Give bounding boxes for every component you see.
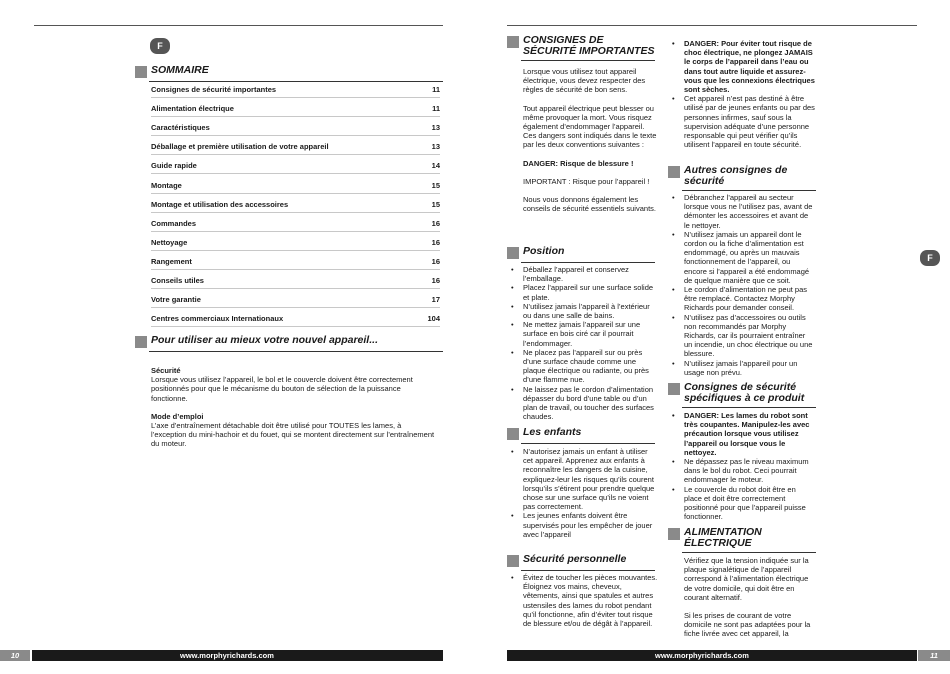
- danger-label: DANGER: Risque de blessure !: [523, 158, 634, 168]
- footer-url: www.morphyrichards.com: [180, 651, 274, 660]
- toc-page-number: 14: [431, 161, 440, 171]
- header-square-icon: [507, 247, 519, 259]
- header-square-icon: [668, 528, 680, 540]
- header-square-icon: [507, 555, 519, 567]
- enfants-list: [509, 447, 658, 539]
- right-footer: [507, 650, 917, 661]
- left-page-number: 10: [0, 650, 30, 661]
- alim-paragraph-1: Vérifiez que la tension indiquée sur la plaque signalétique de l’appareil correspond à l’alimentation électrique de votre domicile, qui doit être en courant alternatif.: [684, 556, 809, 602]
- toc-row: [151, 155, 440, 174]
- position-list: [509, 265, 658, 421]
- header-square-icon: [668, 383, 680, 395]
- toc-row: [151, 136, 440, 155]
- header-underline: [682, 407, 816, 408]
- usage-title: Pour utiliser au mieux votre nouvel appareil...: [151, 334, 378, 346]
- list-item: • Le couvercle du robot doit être en place et doit être correctement positionné pour que l’appareil puisse fonctionner.: [670, 485, 815, 522]
- toc-title: Commandes: [151, 218, 197, 228]
- toc-title: Caractéristiques: [151, 123, 210, 133]
- left-footer: [32, 650, 443, 661]
- toc-row: [151, 79, 440, 98]
- alim-title: ALIMENTATION ÉLECTRIQUE: [684, 526, 762, 549]
- intro-paragraph-1: Lorsque vous utilisez tout appareil électrique, vous devez respecter des règles de sécurité de bon sens.: [523, 67, 646, 95]
- left-top-rule: [34, 25, 443, 26]
- header-underline: [521, 443, 655, 444]
- header-square-icon: [135, 336, 147, 348]
- list-item: • N’utilisez jamais l’appareil à l’extérieur ou dans une salle de bains.: [509, 302, 658, 320]
- toc-row: [151, 270, 440, 289]
- danger-list: [670, 39, 815, 149]
- toc-title: Montage: [151, 180, 182, 190]
- language-badge: F: [150, 38, 170, 54]
- position-header: [507, 246, 655, 261]
- mode-text: L’axe d’entraînement détachable doit être utilisé pour TOUTES les lames, à l’exception du mini-hachoir et du fouet, qui se montent directement sur l’entraînement du moteur.: [151, 421, 435, 449]
- sommaire-title: SOMMAIRE: [151, 64, 209, 76]
- header-underline: [521, 262, 655, 263]
- list-item: • Ne placez pas l’appareil sur ou près d’une surface chaude comme une plaque électrique ou radiante, ou près d’une flamme nue.: [509, 348, 658, 385]
- list-item: • N’utilisez pas d’accessoires ou outils non recommandés par Morphy Richards, car ils pourraient entraîner un incendie, un choc électrique ou une blessure.: [670, 313, 815, 359]
- right-top-rule: [507, 25, 917, 26]
- header-square-icon: [507, 36, 519, 48]
- list-item: • Débranchez l’appareil au secteur lorsque vous ne l’utilisez pas, avant de démonter les accessoires et avant de le nettoyer.: [670, 193, 815, 230]
- header-square-icon: [668, 166, 680, 178]
- toc-row: [151, 194, 440, 213]
- position-title: Position: [523, 245, 565, 257]
- footer-url: www.morphyrichards.com: [655, 651, 749, 660]
- consignes-header: [507, 35, 655, 59]
- specifiques-list: [670, 411, 815, 521]
- table-of-contents: [151, 79, 440, 327]
- toc-title: Rangement: [151, 256, 192, 266]
- list-item: • Déballez l’appareil et conservez l’emballage.: [509, 265, 658, 283]
- perso-header: [507, 554, 655, 569]
- header-underline: [149, 351, 443, 352]
- header-underline: [682, 552, 816, 553]
- specifiques-title: Consignes de sécurité spécifiques à ce produit: [684, 381, 805, 404]
- securite-heading: Sécurité: [151, 366, 181, 375]
- alim-paragraph-2: Si les prises de courant de votre domicile ne sont pas adaptées pour la fiche livrée avec cet appareil, la: [684, 611, 811, 639]
- toc-title: Centres commerciaux Internationaux: [151, 314, 284, 324]
- autres-title: Autres consignes de sécurité: [684, 164, 788, 187]
- autres-list: [670, 193, 815, 377]
- header-square-icon: [135, 66, 147, 78]
- list-item: • Placez l’appareil sur une surface solide et plate.: [509, 283, 658, 301]
- toc-row: [151, 232, 440, 251]
- toc-page-number: 16: [431, 218, 440, 228]
- toc-page-number: 13: [431, 123, 440, 133]
- header-underline: [682, 190, 816, 191]
- toc-page-number: 15: [431, 180, 440, 190]
- list-item: • DANGER: Pour éviter tout risque de choc électrique, ne plongez JAMAIS le corps de l’appareil dans l’eau ou dans tout autre liquide et assurez-vous que les connexions électriques sont sèches.: [670, 39, 815, 94]
- consignes-title: CONSIGNES DE SÉCURITÉ IMPORTANTES: [523, 34, 655, 57]
- enfants-title: Les enfants: [523, 426, 582, 438]
- toc-title: Consignes de sécurité importantes: [151, 85, 277, 95]
- toc-title: Votre garantie: [151, 295, 201, 305]
- toc-page-number: 17: [431, 295, 440, 305]
- toc-page-number: 16: [431, 276, 440, 286]
- side-language-badge: F: [920, 250, 940, 266]
- toc-title: Montage et utilisation des accessoires: [151, 199, 289, 209]
- usage-header: [135, 335, 443, 350]
- toc-title: Alimentation électrique: [151, 104, 234, 114]
- toc-page-number: 16: [431, 237, 440, 247]
- sommaire-header: [135, 65, 443, 80]
- toc-title: Nettoyage: [151, 237, 188, 247]
- toc-page-number: 11: [432, 104, 440, 114]
- list-item: • Le cordon d’alimentation ne peut pas être remplacé. Contactez Morphy Richards pour demander conseil.: [670, 285, 815, 313]
- right-page-number: 11: [918, 650, 950, 661]
- header-square-icon: [507, 428, 519, 440]
- list-item: • Cet appareil n’est pas destiné à être utilisé par de jeunes enfants ou par des personnes infirmes, sauf sous la supervision adéquate d’une personne responsable qui peut vérifier qu’ils utilisent l’appareil en toute sécurité.: [670, 94, 815, 149]
- list-item: • Ne laissez pas le cordon d’alimentation dépasser du bord d’une table ou d’un plan de travail, ou toucher des surfaces chaudes.: [509, 385, 658, 422]
- list-item: • Ne mettez jamais l’appareil sur une surface en bois ciré car il pourrait l’endommager.: [509, 320, 658, 348]
- intro-paragraph-2: Tout appareil électrique peut blesser ou même provoquer la mort. Vous risquez également d’endommager l’appareil. Ces dangers sont indiqués dans le texte par les deux conventions suivantes :: [523, 103, 657, 150]
- consignes-intro: [523, 67, 658, 213]
- list-item: • Évitez de toucher les pièces mouvantes. Éloignez vos mains, cheveux, vêtements, ainsi que spatules et autres ustensiles des lames du robot pendant qu’il fonctionne, afin d’éviter tout risque de blessure et/ou de dégât à l’appareil.: [509, 573, 658, 628]
- enfants-header: [507, 427, 655, 442]
- list-item: • N’utilisez jamais l’appareil pour un usage non prévu.: [670, 359, 815, 377]
- list-item: • Les jeunes enfants doivent être supervisés pour les empêcher de jouer avec l’appareil: [509, 511, 658, 539]
- list-item: • N’utilisez jamais un appareil dont le cordon ou la fiche d’alimentation est endommagé, ou après un mauvais fonctionnement de l’appareil, ou encore si l’appareil a été endommagé de quelque manière que ce soit.: [670, 230, 815, 285]
- toc-row: [151, 308, 440, 327]
- toc-page-number: 104: [427, 314, 440, 324]
- list-item: • N’autorisez jamais un enfant à utiliser cet appareil. Apprenez aux enfants à reconnaître les dangers de la cuisine, expliquez-leur les risques qu’ils courent lorsqu’ils s’étirent pour prendre quelque chose sur une surface qu’ils ne voient pas correctement.: [509, 447, 658, 511]
- toc-title: Déballage et première utilisation de votre appareil: [151, 142, 329, 152]
- toc-row: [151, 289, 440, 308]
- usage-section: [151, 366, 436, 449]
- toc-page-number: 13: [431, 142, 440, 152]
- alim-text: [684, 556, 816, 639]
- toc-page-number: 15: [431, 199, 440, 209]
- header-underline: [521, 60, 655, 61]
- perso-title: Sécurité personnelle: [523, 553, 627, 565]
- toc-page-number: 16: [431, 256, 440, 266]
- alim-header: [668, 527, 816, 551]
- specifiques-header: [668, 382, 816, 406]
- header-underline: [521, 570, 655, 571]
- securite-text: Lorsque vous utilisez l’appareil, le bol et le couvercle doivent être correctement positionnés pour que le mécanisme du bouton de sélection de la puissance fonctionne.: [151, 375, 413, 403]
- mode-heading: Mode d’emploi: [151, 411, 204, 421]
- autres-header: [668, 165, 816, 189]
- toc-row: [151, 213, 440, 232]
- toc-title: Guide rapide: [151, 161, 197, 171]
- toc-page-number: 11: [432, 85, 440, 95]
- perso-list: [509, 573, 658, 628]
- important-label: IMPORTANT : Risque pour l’appareil !: [523, 176, 650, 186]
- toc-row: [151, 174, 440, 193]
- toc-title: Conseils utiles: [151, 276, 204, 286]
- list-item: • DANGER: Les lames du robot sont très coupantes. Manipulez-les avec précaution lorsque vous utilisez l’appareil ou lorsque vous le nettoyez.: [670, 411, 815, 457]
- toc-row: [151, 251, 440, 270]
- list-item: • Ne dépassez pas le niveau maximum dans le bol du robot. Ceci pourrait endommager le moteur.: [670, 457, 815, 485]
- toc-row: [151, 98, 440, 117]
- toc-row: [151, 117, 440, 136]
- intro-paragraph-3: Nous vous donnons également les conseils de sécurité essentiels suivants.: [523, 195, 656, 214]
